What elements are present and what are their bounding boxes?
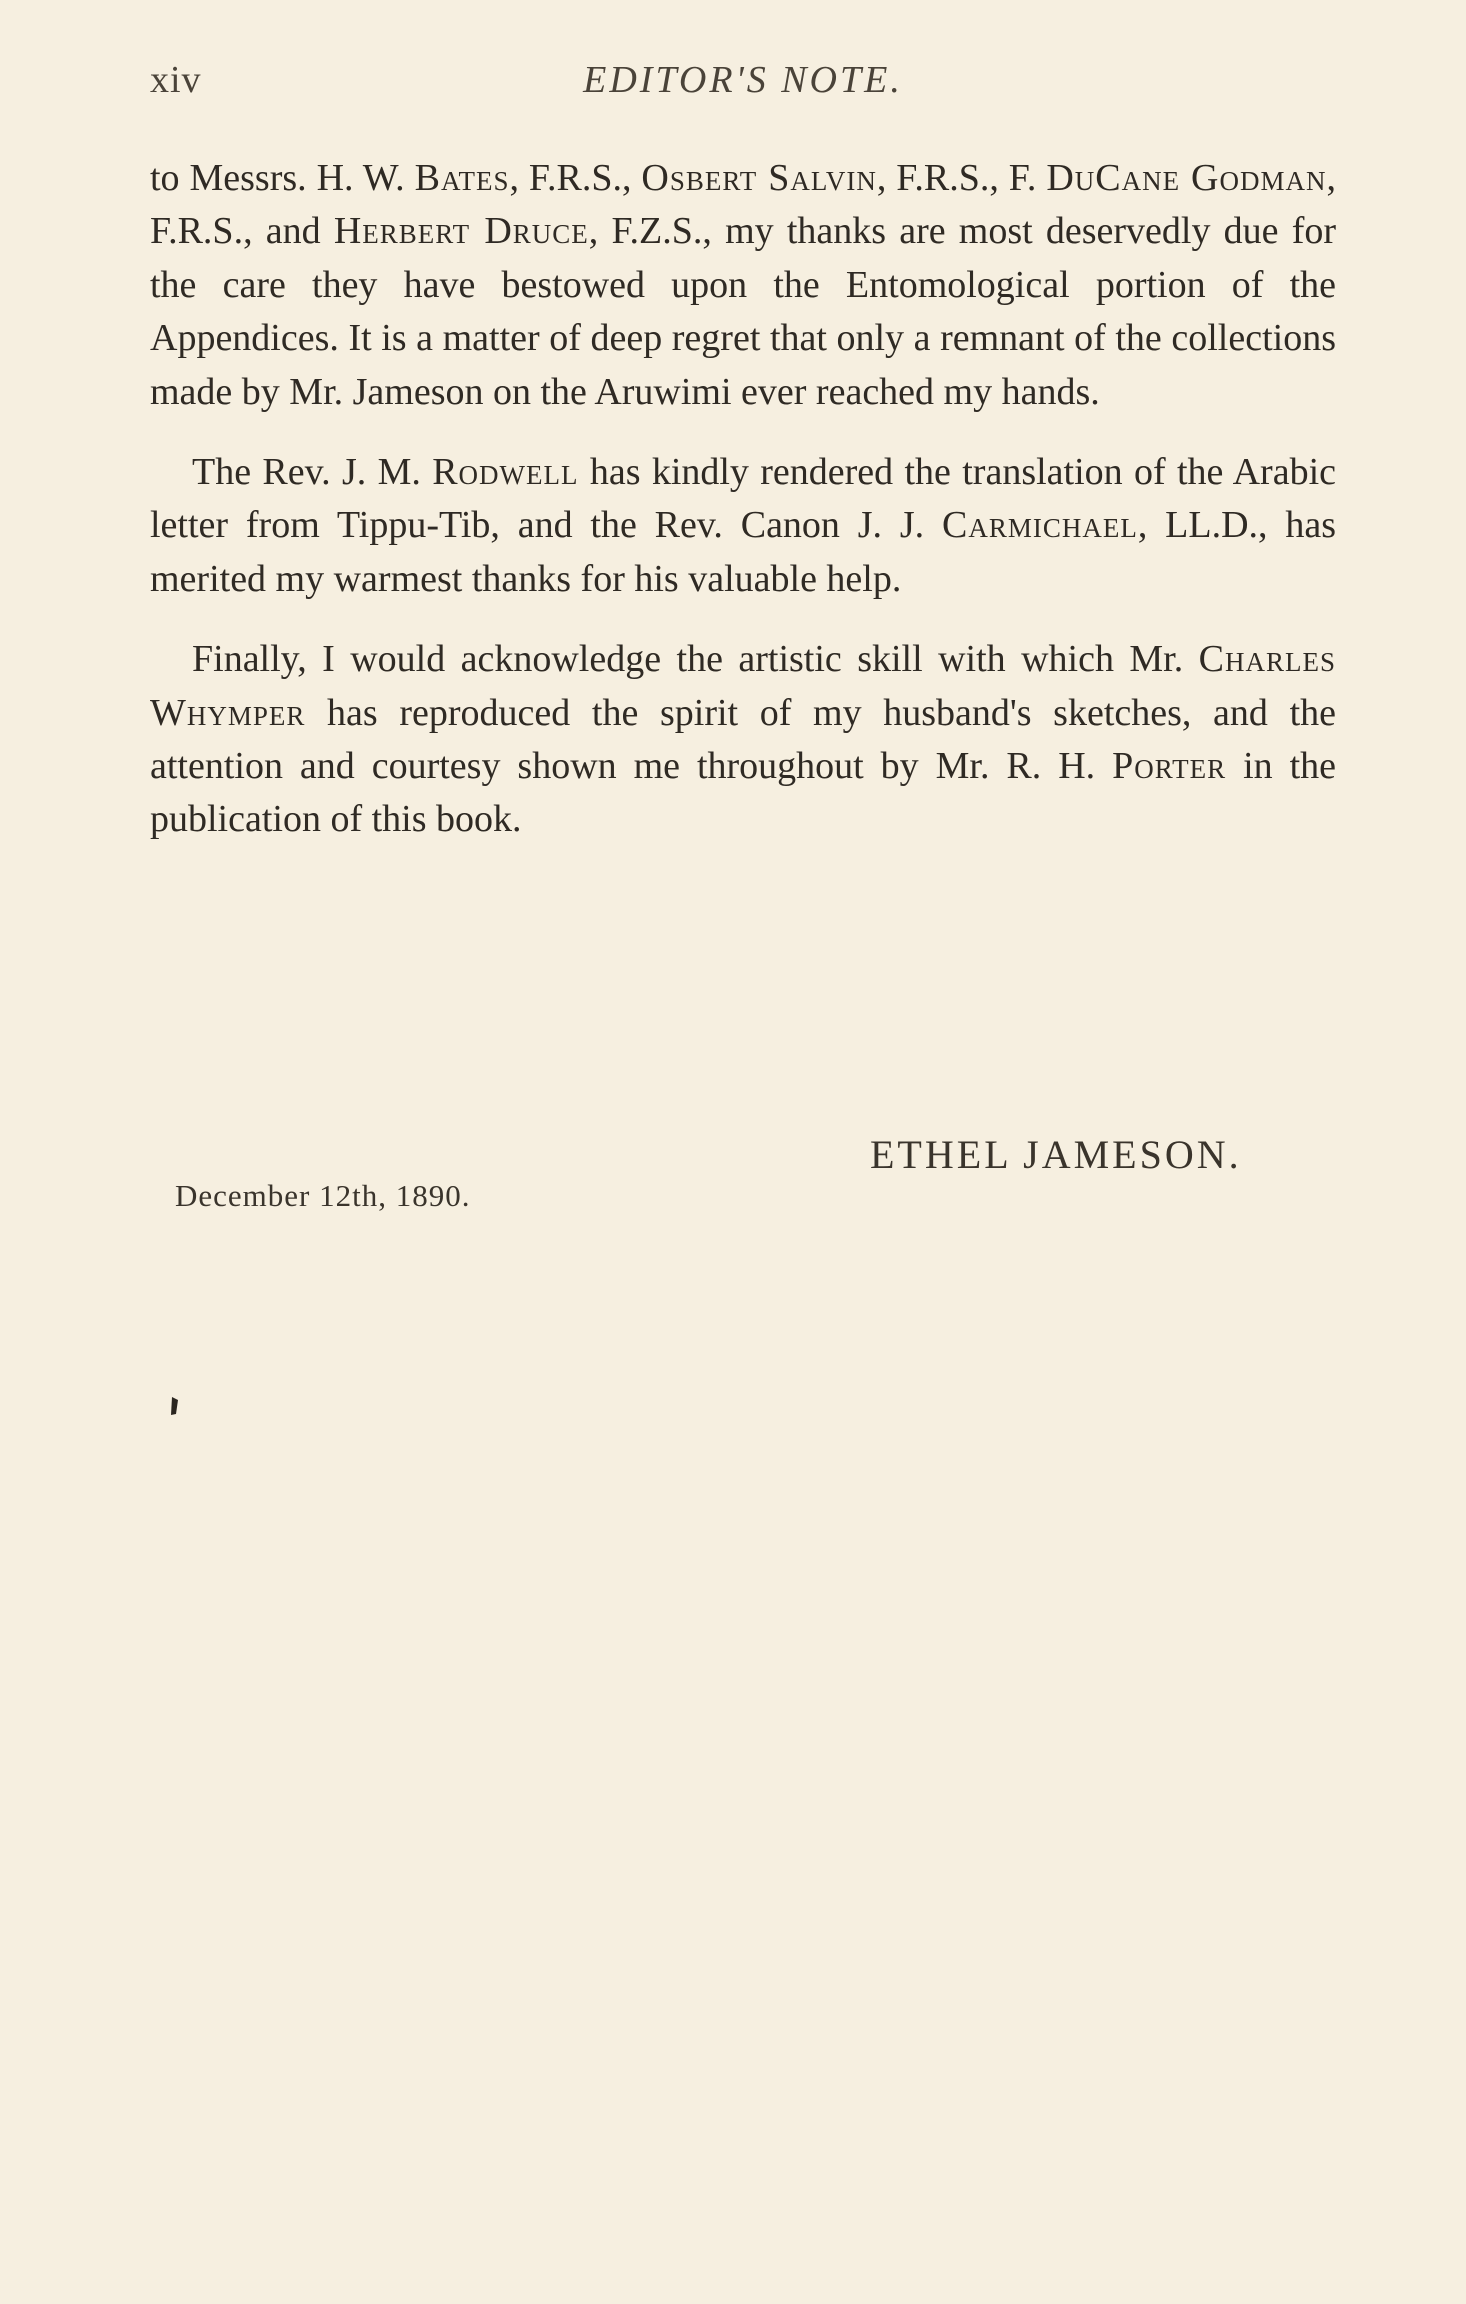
page-number: xiv [150, 59, 202, 101]
small-caps-name: Porter [1112, 745, 1227, 788]
date-line: December 12th, 1890. [175, 1178, 471, 1213]
text-segment: , LL.D., has merited my warmest thanks for his valuable help. [150, 504, 1336, 600]
text-segment: in the publication of this book. [150, 745, 1337, 841]
text-segment: Finally, I would acknowledge the artistic skill with which Mr. [192, 638, 1199, 681]
small-caps-name: DuCane Godman [1046, 157, 1327, 199]
text-segment: , F.Z.S., my thanks are most deservedly due for the care they have bestowed upon the Entomological portion of the Appendices. It is a matter of deep regret that only a remnant of the collections made by Mr. Jameson on the Aruwimi ever reached my hands. [150, 210, 1337, 413]
paragraph [150, 446, 1336, 606]
text-segment: has kindly rendered the translation of the Arabic letter from Tippu-Tib, and the Rev. Canon J. J. [150, 451, 1336, 547]
text-segment: The Rev. J. M. [192, 451, 433, 494]
small-caps-name: Rodwell [432, 451, 579, 494]
page-header [150, 58, 1336, 108]
editors-note-body [150, 152, 1336, 847]
text-segment: , F.R.S., and [150, 157, 1336, 253]
paragraph [150, 152, 1336, 419]
small-caps-name: Carmichael [941, 504, 1138, 547]
text-segment: , F.R.S., F. [876, 157, 1047, 199]
text-segment: has reproduced the spirit of my husband's sketches, and the attention and courtesy shown me throughout by Mr. R. H. [150, 691, 1336, 788]
small-caps-name: Osbert Salvin [641, 157, 877, 199]
small-caps-name: Charles Whymper [150, 638, 1336, 734]
printer-mark-icon [170, 1396, 179, 1416]
text-segment: to Messrs. H. W. [150, 157, 415, 199]
paragraph [150, 633, 1336, 847]
small-caps-name: Bates [414, 157, 510, 199]
text-segment: , F.R.S., [509, 157, 642, 199]
running-title: EDITOR'S NOTE. [583, 59, 903, 101]
signature: ETHEL JAMESON. [870, 1132, 1242, 1177]
small-caps-name: Herbert Druce [333, 210, 589, 253]
